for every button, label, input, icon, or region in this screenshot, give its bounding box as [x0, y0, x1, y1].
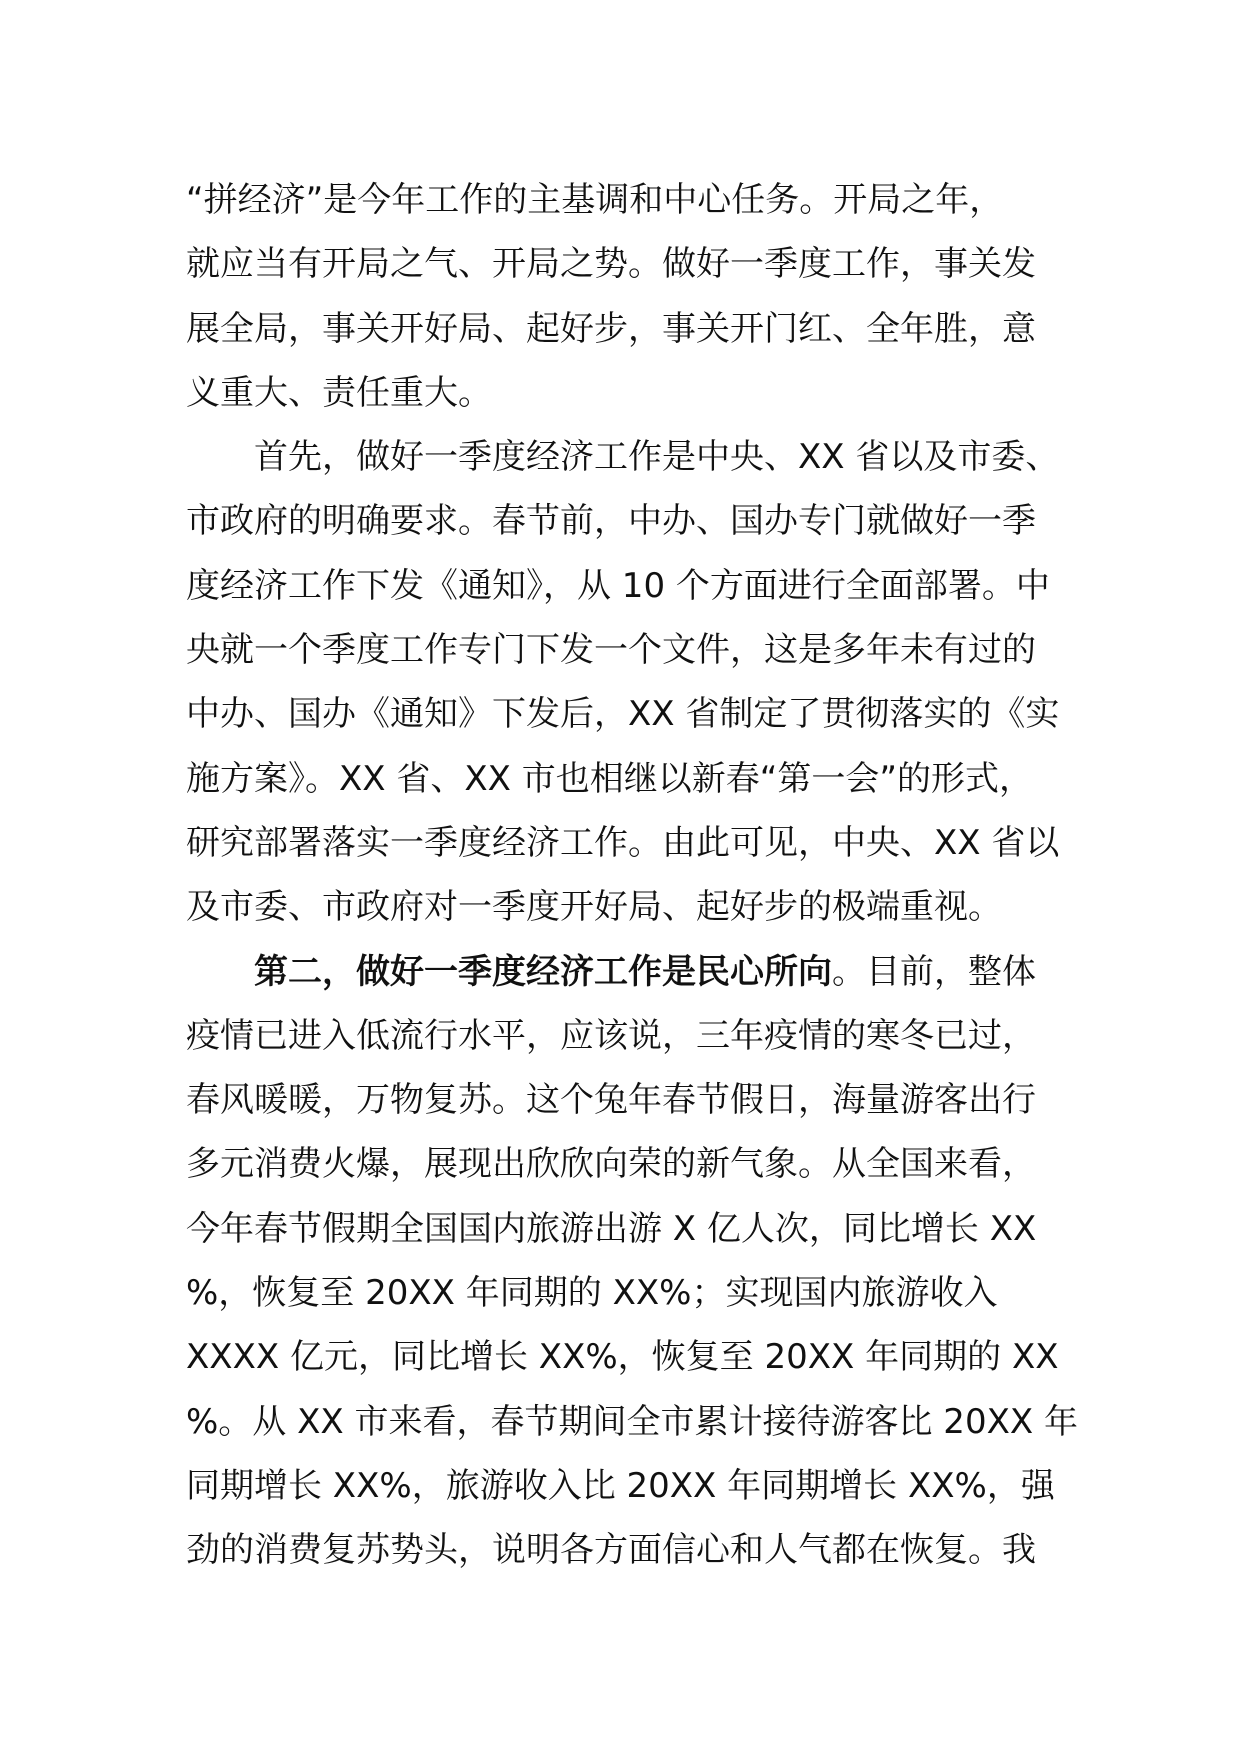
paragraph-2-line-3: 度经济工作下发《通知》，从 10 个方面进行全面部署。中	[186, 565, 1050, 606]
paragraph-3-line-3: 春风暖暖，万物复苏。这个兔年春节假日，海量游客出行	[186, 1080, 1036, 1121]
paragraph-1-line-2: 就应当有开局之气、开局之势。做好一季度工作，事关发	[186, 244, 1036, 285]
paragraph-3-line-8: %。从 XX 市来看，春节期间全市累计接待游客比 20XX 年	[186, 1401, 1078, 1442]
paragraph-3-line-6: %，恢复至 20XX 年同期的 XX%；实现国内旅游收入	[186, 1273, 998, 1314]
paragraph-3-line-9: 同期增长 XX%，旅游收入比 20XX 年同期增长 XX%，强	[186, 1465, 1055, 1506]
paragraph-2-line-1: 首先，做好一季度经济工作是中央、XX 省以及市委、	[254, 437, 1060, 478]
paragraph-3-lead-heading: 第二，做好一季度经济工作是民心所向	[254, 951, 832, 992]
paragraph-2-line-8: 及市委、市政府对一季度开好局、起好步的极端重视。	[186, 887, 1002, 928]
paragraph-3-line-1	[186, 940, 1086, 1004]
paragraph-3-line-2: 疫情已进入低流行水平，应该说，三年疫情的寒冬已过，	[186, 1015, 1036, 1056]
paragraph-3-lead-rest: 。目前，整体	[832, 951, 1036, 992]
paragraph-2-line-7: 研究部署落实一季度经济工作。由此可见，中央、XX 省以	[186, 822, 1060, 863]
paragraph-3-line-5: 今年春节假期全国国内旅游出游 X 亿人次，同比增长 XX	[186, 1208, 1037, 1249]
paragraph-3-line-10: 劲的消费复苏势头，说明各方面信心和人气都在恢复。我	[186, 1530, 1036, 1571]
paragraph-2-line-2: 市政府的明确要求。春节前，中办、国办专门就做好一季	[186, 501, 1036, 542]
paragraph-1-line-1: “拼经济”是今年工作的主基调和中心任务。开局之年，	[186, 180, 1004, 220]
paragraph-1-line-4: 义重大、责任重大。	[186, 372, 492, 413]
paragraph-3-line-4: 多元消费火爆，展现出欣欣向荣的新气象。从全国来看，	[186, 1144, 1036, 1185]
paragraph-2-line-5: 中办、国办《通知》下发后，XX 省制定了贯彻落实的《实	[186, 694, 1060, 735]
paragraph-1-line-3: 展全局，事关开好局、起好步，事关开门红、全年胜，意	[186, 308, 1036, 349]
paragraph-3-line-7: XXXX 亿元，同比增长 XX%，恢复至 20XX 年同期的 XX	[186, 1337, 1059, 1378]
body-text	[186, 168, 1086, 1583]
paragraph-2-line-6: 施方案》。XX 省、XX 市也相继以新春“第一会”的形式，	[186, 758, 1034, 799]
paragraph-2-line-4: 央就一个季度工作专门下发一个文件，这是多年未有过的	[186, 630, 1036, 671]
